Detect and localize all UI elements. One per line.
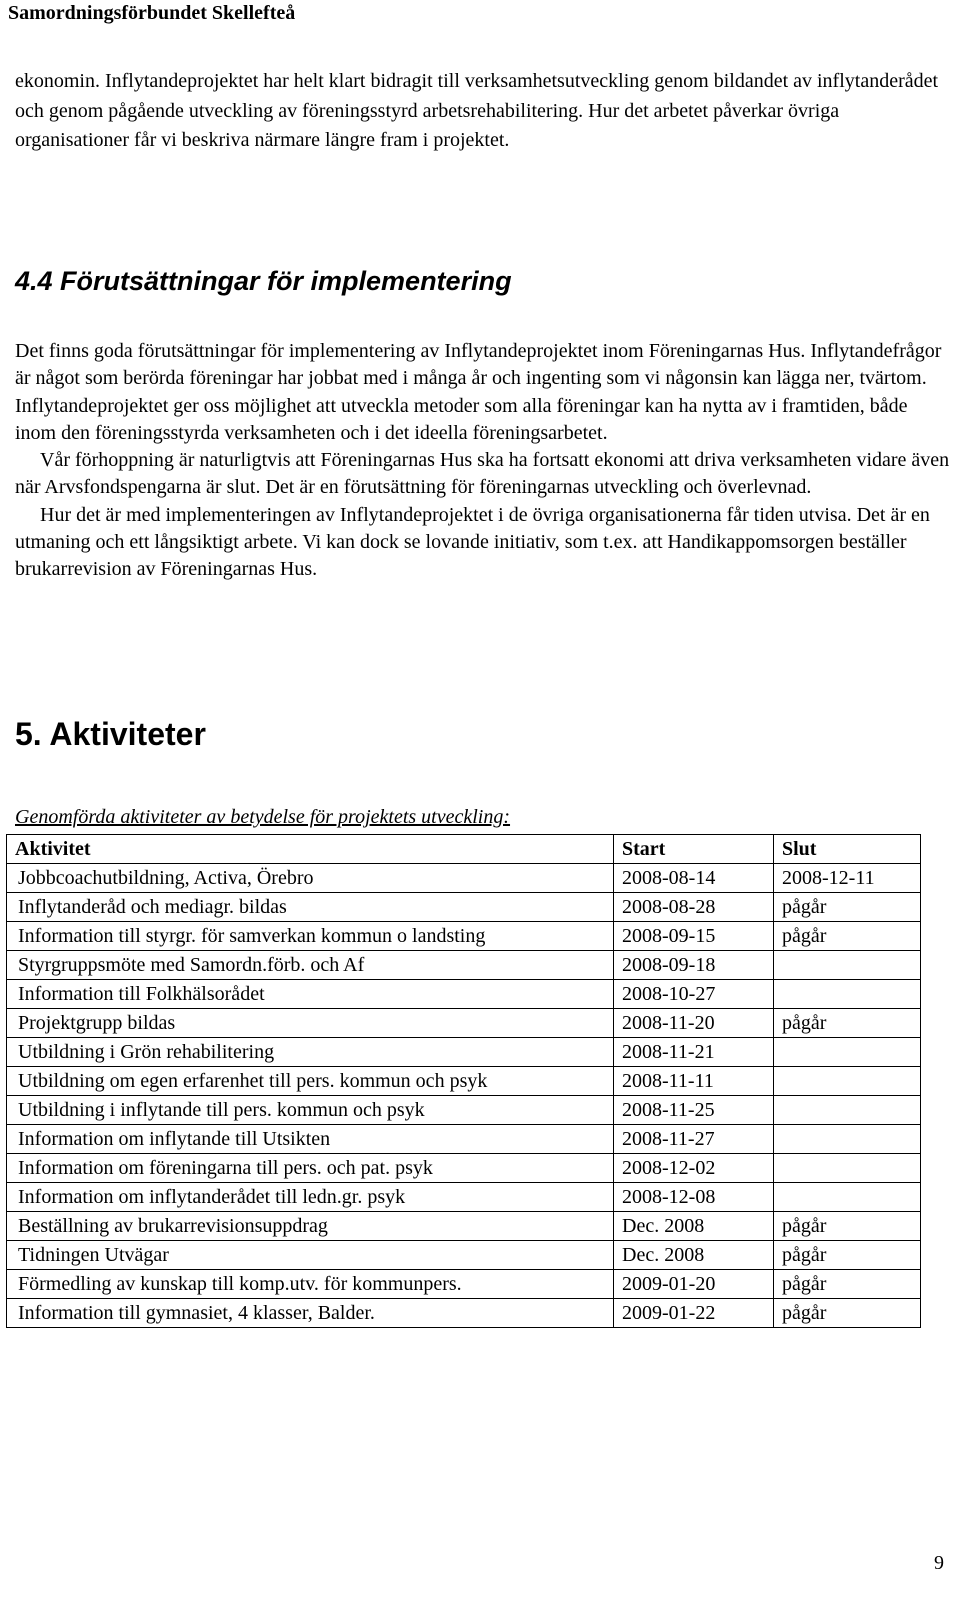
section-4-4-paragraph-3: Hur det är med implementeringen av Inflytandeprojektet i de övriga organisationerna får tiden utvisa. Det är en utmaning och ett långsiktigt arbete. Vi kan dock se lovande initiativ, som t.ex. att Handikappomsorgen beställer brukarrevision av Föreningarnas Hus. bbox=[15, 503, 930, 581]
section-5-heading: 5. Aktiviteter bbox=[15, 716, 206, 752]
table-row bbox=[7, 1038, 921, 1067]
table-row bbox=[7, 1125, 921, 1154]
cell-start: 2008-11-21 bbox=[614, 1038, 774, 1067]
section-4-4-body bbox=[15, 338, 950, 584]
cell-end bbox=[774, 1096, 921, 1125]
cell-end: pågår bbox=[774, 893, 921, 922]
cell-start: 2008-11-27 bbox=[614, 1125, 774, 1154]
cell-start: 2008-08-28 bbox=[614, 893, 774, 922]
cell-start: 2008-11-25 bbox=[614, 1096, 774, 1125]
table-row bbox=[7, 1183, 921, 1212]
table-row bbox=[7, 1096, 921, 1125]
column-header-end: Slut bbox=[774, 835, 921, 864]
cell-end: pågår bbox=[774, 1241, 921, 1270]
header-organization: Samordningsförbundet Skellefteå bbox=[8, 2, 296, 24]
cell-activity: Tidningen Utvägar bbox=[7, 1241, 614, 1270]
cell-start: Dec. 2008 bbox=[614, 1212, 774, 1241]
cell-activity: Beställning av brukarrevisionsuppdrag bbox=[7, 1212, 614, 1241]
cell-end bbox=[774, 1038, 921, 1067]
cell-activity: Information om inflytande till Utsikten bbox=[7, 1125, 614, 1154]
cell-start: 2008-12-02 bbox=[614, 1154, 774, 1183]
cell-activity: Jobbcoachutbildning, Activa, Örebro bbox=[7, 864, 614, 893]
section-4-4-paragraph-1: Det finns goda förutsättningar för implementering av Inflytandeprojektet inom Föreningarnas Hus. Inflytandefrågor är något som berörda föreningar har jobbat med i många år och ingenting som vi någonsin kan lägga ner, tvärtom. Inflytandeprojektet ger oss möjlighet att utveckla metoder som alla föreningar kan ha nytta av i framtiden, både inom den föreningsstyrda verksamheten och i det ideella föreningsarbetet. bbox=[15, 340, 942, 444]
activities-table bbox=[6, 834, 921, 1328]
table-row bbox=[7, 1067, 921, 1096]
table-row bbox=[7, 1270, 921, 1299]
column-header-start: Start bbox=[614, 835, 774, 864]
cell-activity: Information till gymnasiet, 4 klasser, Balder. bbox=[7, 1299, 614, 1328]
table-row bbox=[7, 893, 921, 922]
cell-activity: Information om inflytanderådet till ledn.gr. psyk bbox=[7, 1183, 614, 1212]
activities-table-body bbox=[7, 864, 921, 1328]
section-4-4-heading: 4.4 Förutsättningar för implementering bbox=[15, 266, 512, 296]
cell-end: pågår bbox=[774, 922, 921, 951]
table-caption: Genomförda aktiviteter av betydelse för projektets utveckling: bbox=[15, 806, 511, 828]
cell-start: 2009-01-22 bbox=[614, 1299, 774, 1328]
cell-start: 2008-09-18 bbox=[614, 951, 774, 980]
table-row bbox=[7, 1154, 921, 1183]
cell-end bbox=[774, 1067, 921, 1096]
table-row bbox=[7, 951, 921, 980]
table-row bbox=[7, 1299, 921, 1328]
table-row bbox=[7, 922, 921, 951]
table-header-row bbox=[7, 835, 921, 864]
table-row bbox=[7, 1009, 921, 1038]
cell-start: 2008-10-27 bbox=[614, 980, 774, 1009]
column-header-activity: Aktivitet bbox=[7, 835, 614, 864]
cell-activity: Styrgruppsmöte med Samordn.förb. och Af bbox=[7, 951, 614, 980]
cell-end bbox=[774, 1125, 921, 1154]
intro-paragraph: ekonomin. Inflytandeprojektet har helt klart bidragit till verksamhetsutveckling genom bildandet av inflytanderådet och genom pågående utveckling av föreningsstyrd arbetsrehabilitering. Hur det arbetet påverkar övriga organisationer får vi beskriva närmare längre fram i projektet. bbox=[15, 70, 939, 151]
cell-end: pågår bbox=[774, 1009, 921, 1038]
cell-end bbox=[774, 1183, 921, 1212]
cell-end: pågår bbox=[774, 1299, 921, 1328]
cell-end: pågår bbox=[774, 1270, 921, 1299]
cell-end bbox=[774, 951, 921, 980]
table-row bbox=[7, 1212, 921, 1241]
cell-activity: Utbildning i inflytande till pers. kommun och psyk bbox=[7, 1096, 614, 1125]
cell-start: Dec. 2008 bbox=[614, 1241, 774, 1270]
cell-start: 2008-11-11 bbox=[614, 1067, 774, 1096]
section-4-4-paragraph-2: Vår förhoppning är naturligtvis att Föreningarnas Hus ska ha fortsatt ekonomi att driva verksamheten vidare även när Arvsfondspengarna är slut. Det är en förutsättning för föreningarnas utveckling och överlevnad. bbox=[15, 449, 950, 499]
cell-activity: Information till styrgr. för samverkan kommun o landsting bbox=[7, 922, 614, 951]
page-number: 9 bbox=[934, 1552, 944, 1574]
cell-end: pågår bbox=[774, 1212, 921, 1241]
cell-activity: Utbildning i Grön rehabilitering bbox=[7, 1038, 614, 1067]
table-row bbox=[7, 980, 921, 1009]
cell-start: 2009-01-20 bbox=[614, 1270, 774, 1299]
cell-activity: Inflytanderåd och mediagr. bildas bbox=[7, 893, 614, 922]
cell-end bbox=[774, 980, 921, 1009]
cell-start: 2008-11-20 bbox=[614, 1009, 774, 1038]
cell-end bbox=[774, 1154, 921, 1183]
table-row bbox=[7, 864, 921, 893]
table-row bbox=[7, 1241, 921, 1270]
cell-activity: Utbildning om egen erfarenhet till pers. kommun och psyk bbox=[7, 1067, 614, 1096]
cell-start: 2008-09-15 bbox=[614, 922, 774, 951]
cell-end: 2008-12-11 bbox=[774, 864, 921, 893]
cell-activity: Information om föreningarna till pers. och pat. psyk bbox=[7, 1154, 614, 1183]
cell-start: 2008-12-08 bbox=[614, 1183, 774, 1212]
cell-activity: Information till Folkhälsorådet bbox=[7, 980, 614, 1009]
cell-activity: Förmedling av kunskap till komp.utv. för kommunpers. bbox=[7, 1270, 614, 1299]
cell-activity: Projektgrupp bildas bbox=[7, 1009, 614, 1038]
cell-start: 2008-08-14 bbox=[614, 864, 774, 893]
